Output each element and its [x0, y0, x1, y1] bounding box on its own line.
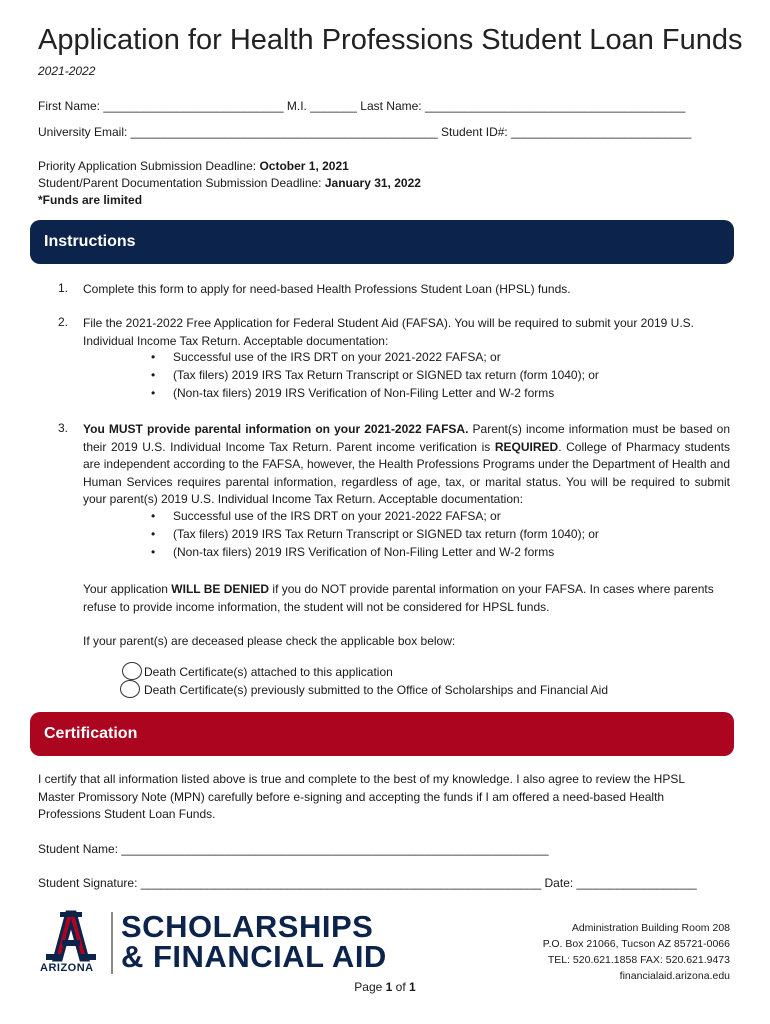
first-name-field[interactable]: First Name: ___________________________	[38, 99, 284, 113]
funds-limited-note: *Funds are limited	[38, 193, 143, 207]
item-2-bullet: • (Non-tax filers) 2019 IRS Verification of Non-Filing Letter and W-2 forms	[173, 386, 554, 400]
documentation-deadline	[38, 176, 421, 190]
death-certificate-attached-checkbox[interactable]	[122, 662, 142, 680]
instructions-banner: Instructions	[30, 220, 734, 264]
date-field[interactable]: Date: __________________	[544, 876, 697, 890]
signature-row	[38, 876, 697, 890]
denial-warning: Your application WILL BE DENIED if you do NOT provide parental information on your FAFSA. In cases where parents refuse to provide income information, the student will not be considered for HPSL funds.	[83, 582, 714, 614]
email-id-row	[38, 125, 691, 139]
item-3-bullet: • (Tax filers) 2019 IRS Tax Return Transcript or SIGNED tax return (form 1040); or	[173, 527, 599, 541]
death-certificate-submitted-checkbox[interactable]	[120, 680, 140, 698]
item-2-number: 2.	[58, 315, 69, 329]
student-signature-field[interactable]: Student Signature: ____________________________________________________________	[38, 876, 542, 890]
item-3-lead: You MUST provide parental information on your 2021-2022 FAFSA.	[83, 422, 469, 436]
item-1-text: Complete this form to apply for need-based Health Professions Student Loan (HPSL) funds.	[83, 282, 571, 296]
documentation-deadline-label: Student/Parent Documentation Submission Deadline:	[38, 176, 325, 190]
item-2-bullet: • Successful use of the IRS DRT on your 2021-2022 FAFSA; or	[173, 350, 501, 364]
university-email-field[interactable]: University Email: ______________________________________________	[38, 125, 438, 139]
logo-line-1: SCHOLARSHIPS	[121, 909, 374, 944]
university-logo	[40, 908, 102, 974]
student-name-field[interactable]: Student Name: ________________________________________________________________	[38, 842, 549, 856]
priority-deadline-date: October 1, 2021	[259, 159, 349, 173]
item-3-number: 3.	[58, 421, 69, 435]
page-title: Application for Health Professions Student Loan Funds	[38, 24, 743, 56]
middle-initial-field[interactable]: M.I. _______	[286, 99, 357, 113]
deceased-prompt: If your parent(s) are deceased please check the applicable box below:	[83, 634, 456, 648]
denied-emphasis: WILL BE DENIED	[171, 582, 270, 596]
item-2-bullet: • (Tax filers) 2019 IRS Tax Return Transcript or SIGNED tax return (form 1040); or	[173, 368, 599, 382]
item-3-text: You MUST provide parental information on your 2021-2022 FAFSA. Parent(s) income information must be based on their 2019 U.S. Individual Income Tax Return. Parent income verification is REQUIRED. College of Pharmacy students are independent according to the FAFSA, however, the Health Professions Programs under the Department of Health and Human Services requires parental information, regardless of age, tax, or marital status. You will be required to submit your parent(s) 2019 U.S. Individual Income Tax Return. Acceptable documentation:	[83, 422, 731, 506]
page-number: Page 1 of 1	[354, 980, 416, 994]
office-contact	[543, 920, 730, 984]
priority-deadline-label: Priority Application Submission Deadline:	[38, 159, 260, 173]
item-1-number: 1.	[58, 281, 69, 295]
office-website[interactable]: financialaid.arizona.edu	[619, 970, 730, 982]
office-phone-fax: TEL: 520.621.1858 FAX: 520.621.9473	[547, 954, 730, 966]
death-certificate-attached-label: Death Certificate(s) attached to this application	[144, 665, 393, 679]
student-id-field[interactable]: Student ID#: ___________________________	[441, 125, 692, 139]
documentation-deadline-date: January 31, 2022	[324, 176, 421, 190]
item-3-bullet: • Successful use of the IRS DRT on your 2021-2022 FAFSA; or	[173, 509, 501, 523]
item-3-bullet: • (Non-tax filers) 2019 IRS Verification of Non-Filing Letter and W-2 forms	[173, 545, 554, 559]
priority-deadline	[38, 159, 349, 173]
office-po-box: P.O. Box 21066, Tucson AZ 85721-0066	[542, 938, 730, 950]
required-emphasis: REQUIRED	[494, 439, 559, 454]
last-name-field[interactable]: Last Name: _______________________________________	[360, 99, 686, 113]
death-certificate-submitted-label: Death Certificate(s) previously submitted to the Office of Scholarships and Financial Aid	[144, 683, 609, 697]
certification-text: I certify that all information listed above is true and complete to the best of my knowledge. I also agree to review the HPSL Master Promissory Note (MPN) carefully before e-signing and accepting the funds if I am offered a need-based Health Professions Student Loan Funds.	[38, 772, 685, 821]
award-year: 2021-2022	[38, 64, 96, 78]
item-2-text: File the 2021-2022 Free Application for Federal Student Aid (FAFSA). You will be required to submit your 2019 U.S. Individual Income Tax Return. Acceptable documentation:	[83, 316, 695, 348]
logo-line-2: & FINANCIAL AID	[121, 939, 387, 974]
office-address: Administration Building Room 208	[571, 922, 730, 934]
certification-banner: Certification	[30, 712, 734, 756]
logo-arizona-text: ARIZONA	[40, 962, 94, 974]
name-fields-row	[38, 99, 685, 113]
logo-divider	[111, 912, 113, 974]
